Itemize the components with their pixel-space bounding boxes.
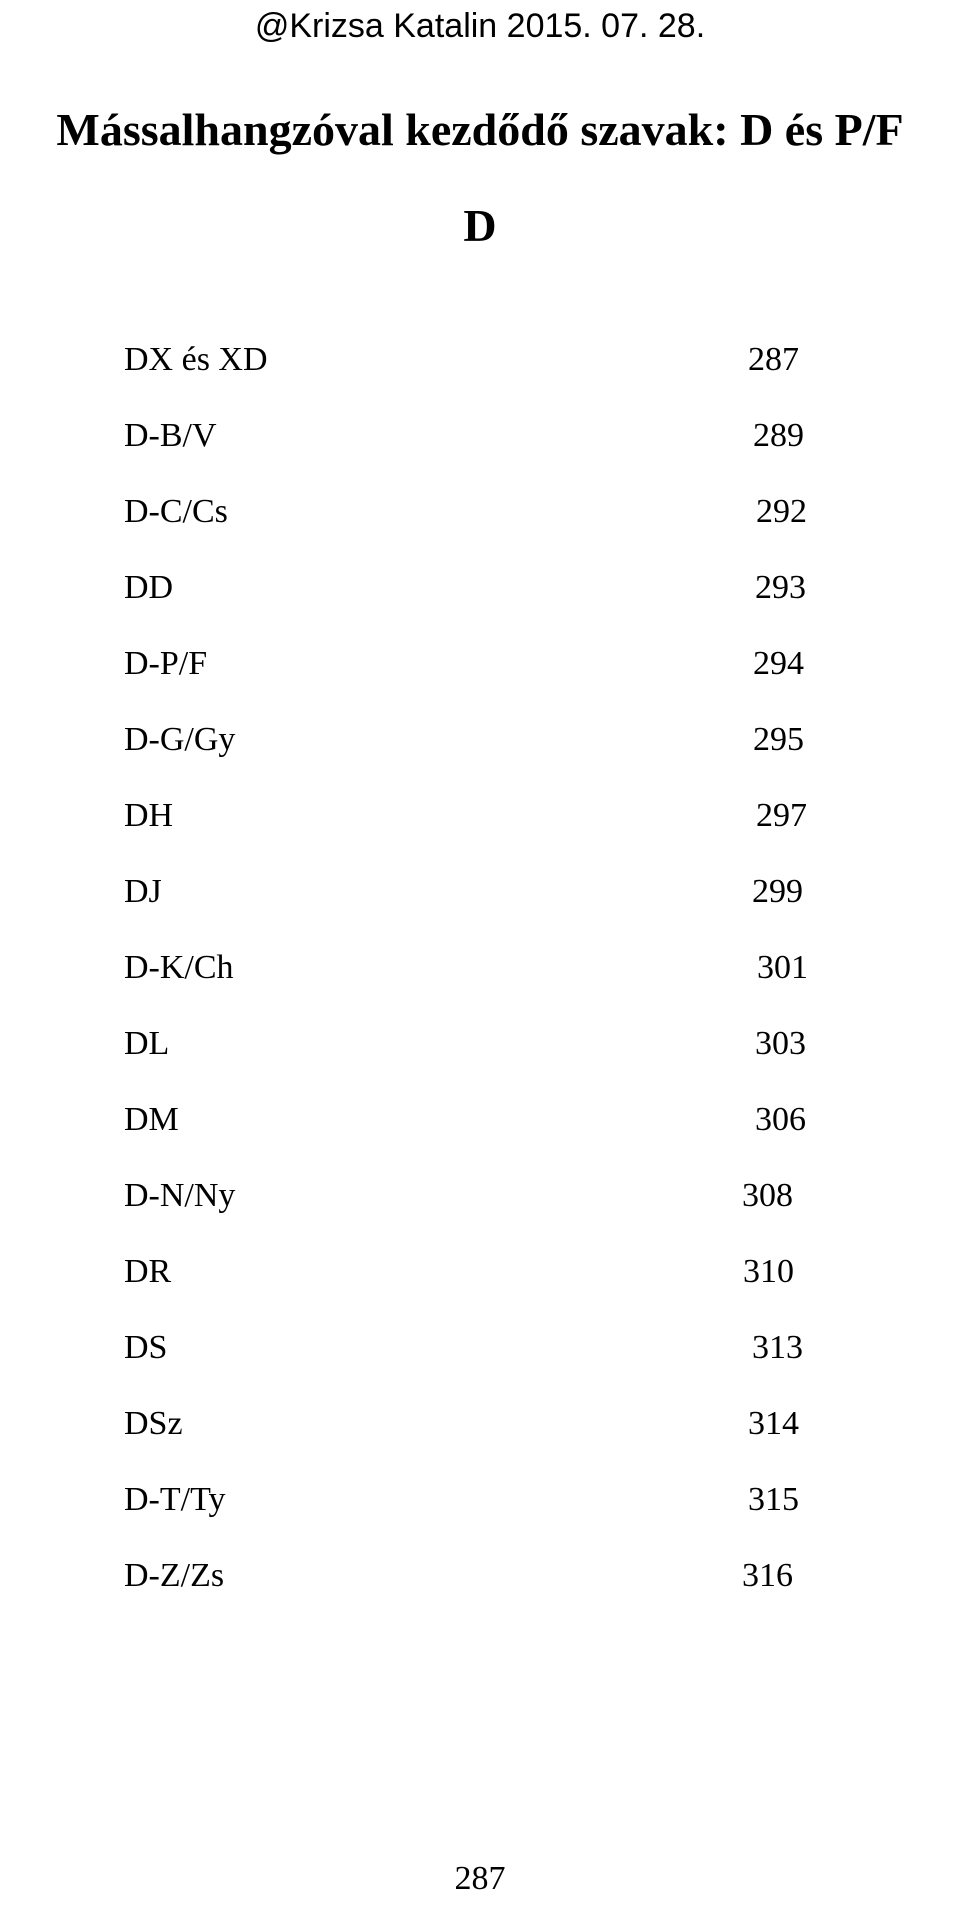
toc-row	[0, 1476, 960, 1552]
toc-row	[0, 1096, 960, 1172]
toc-entry-label: DD	[124, 569, 174, 606]
toc-row	[0, 1020, 960, 1096]
author-date-header: @Krizsa Katalin 2015. 07. 28.	[254, 7, 706, 45]
toc-entry-label: DR	[124, 1253, 172, 1290]
toc-entry-page: 299	[752, 873, 803, 910]
toc-entry-page: 303	[755, 1025, 806, 1062]
toc-entry-page: 314	[748, 1405, 799, 1442]
toc-row	[0, 640, 960, 716]
toc-entry-label: D-T/Ty	[124, 1481, 226, 1518]
toc-row	[0, 1172, 960, 1248]
toc-entry-label: DS	[124, 1329, 168, 1366]
toc-entry-label: D-Z/Zs	[124, 1557, 225, 1594]
toc-entry-page: 295	[753, 721, 804, 758]
document-title: Mássalhangzóval kezdődő szavak: D és P/F	[56, 104, 904, 155]
toc-entry-page: 313	[752, 1329, 803, 1366]
toc-row	[0, 1552, 960, 1628]
toc-entry-label: DSz	[124, 1405, 183, 1442]
toc-entry-page: 310	[743, 1253, 794, 1290]
page-number: 287	[454, 1860, 506, 1897]
toc-row	[0, 412, 960, 488]
toc-entry-page: 306	[755, 1101, 806, 1138]
toc-entry-page: 308	[742, 1177, 793, 1214]
toc-entry-label: D-N/Ny	[124, 1177, 236, 1214]
toc-entry-label: DX és XD	[124, 341, 268, 378]
toc-entry-page: 292	[756, 493, 807, 530]
toc-entry-page: 287	[748, 341, 799, 378]
toc-entry-page: 294	[753, 645, 804, 682]
toc-entry-label: D-B/V	[124, 417, 217, 454]
toc-row	[0, 1248, 960, 1324]
toc-row	[0, 792, 960, 868]
section-heading: D	[463, 200, 497, 251]
toc-entry-page: 315	[748, 1481, 799, 1518]
toc-entry-page: 297	[756, 797, 807, 834]
toc-row	[0, 1324, 960, 1400]
toc-entry-page: 316	[742, 1557, 793, 1594]
toc-row	[0, 564, 960, 640]
table-of-contents	[0, 336, 960, 1628]
toc-row	[0, 336, 960, 412]
toc-entry-label: DH	[124, 797, 174, 834]
toc-entry-page: 293	[755, 569, 806, 606]
toc-entry-label: DM	[124, 1101, 179, 1138]
toc-entry-label: D-K/Ch	[124, 949, 234, 986]
toc-entry-label: D-P/F	[124, 645, 208, 682]
toc-entry-label: D-G/Gy	[124, 721, 236, 758]
toc-entry-label: DJ	[124, 873, 162, 910]
toc-row	[0, 944, 960, 1020]
toc-row	[0, 1400, 960, 1476]
toc-row	[0, 488, 960, 564]
toc-entry-page: 301	[757, 949, 808, 986]
toc-row	[0, 716, 960, 792]
toc-entry-label: DL	[124, 1025, 170, 1062]
toc-entry-page: 289	[753, 417, 804, 454]
toc-entry-label: D-C/Cs	[124, 493, 228, 530]
toc-row	[0, 868, 960, 944]
